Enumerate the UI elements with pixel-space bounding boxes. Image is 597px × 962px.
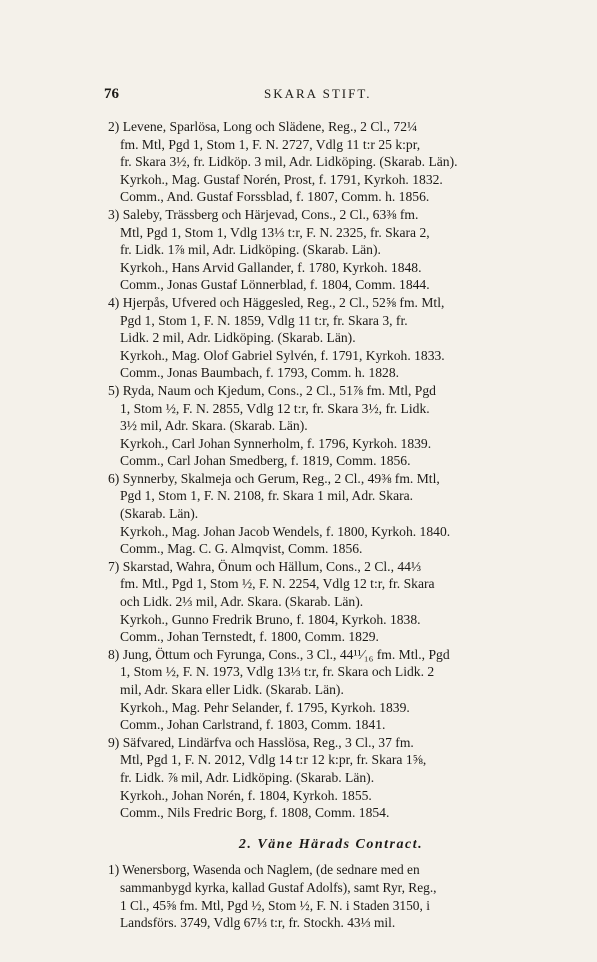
entry-line: 8) Jung, Öttum och Fyrunga, Cons., 3 Cl., 44¹¹⁄₁₆ fm. Mtl., Pgd bbox=[108, 646, 450, 662]
entry-line: Landsförs. 3749, Vdlg 67⅓ t:r, fr. Stockh. 43⅓ mil. bbox=[120, 915, 396, 931]
entry-line: 1) Wenersborg, Wasenda och Naglem, (de sednare med en bbox=[108, 862, 420, 878]
entry-line: Comm., Mag. C. G. Almqvist, Comm. 1856. bbox=[120, 541, 363, 557]
entry-line: Kyrkoh., Carl Johan Synnerholm, f. 1796, Kyrkoh. 1839. bbox=[120, 435, 432, 451]
parish-entry bbox=[108, 294, 554, 382]
parish-entry bbox=[108, 734, 554, 822]
entry-line: 3) Saleby, Trässberg och Härjevad, Cons., 2 Cl., 63⅜ fm. bbox=[108, 206, 419, 222]
parish-entry bbox=[108, 646, 554, 734]
entry-line: 3½ mil, Adr. Skara. (Skarab. Län). bbox=[120, 418, 308, 434]
entry-line: sammanbygd kyrka, kallad Gustaf Adolfs), samt Ryr, Reg., bbox=[120, 879, 437, 895]
entry-line: fm. Mtl., Pgd 1, Stom ½, F. N. 2254, Vdlg 12 t:r, fr. Skara bbox=[120, 576, 435, 592]
entry-line: och Lidk. 2⅓ mil, Adr. Skara. (Skarab. Län). bbox=[120, 594, 364, 610]
entry-line: Lidk. 2 mil, Adr. Lidköping. (Skarab. Län). bbox=[120, 330, 356, 346]
entry-line: 1, Stom ½, F. N. 1973, Vdlg 13⅓ t:r, fr. Skara och Lidk. 2 bbox=[120, 664, 435, 680]
entry-line: 4) Hjerpås, Ufvered och Häggesled, Reg., 2 Cl., 52⅝ fm. Mtl, bbox=[108, 294, 445, 310]
parish-entry bbox=[108, 470, 554, 558]
entry-line: Kyrkoh., Mag. Pehr Selander, f. 1795, Kyrkoh. 1839. bbox=[120, 699, 410, 715]
entry-line: 6) Synnerby, Skalmeja och Gerum, Reg., 2 Cl., 49⅜ fm. Mtl, bbox=[108, 470, 440, 486]
section-heading: 2. Väne Härads Contract. bbox=[238, 836, 424, 852]
entry-line: Kyrkoh., Hans Arvid Gallander, f. 1780, Kyrkoh. 1848. bbox=[120, 259, 422, 275]
entry-line: Comm., Carl Johan Smedberg, f. 1819, Comm. 1856. bbox=[120, 453, 411, 469]
entry-line: 1, Stom ½, F. N. 2855, Vdlg 12 t:r, fr. Skara 3½, fr. Lidk. bbox=[120, 400, 430, 416]
parish-entry bbox=[108, 206, 554, 294]
page-number: 76 bbox=[104, 86, 119, 102]
parish-entries bbox=[108, 118, 554, 822]
entry-line: Mtl, Pgd 1, F. N. 2012, Vdlg 14 t:r 12 k:pr, fr. Skara 1⅝, bbox=[120, 752, 427, 768]
page-header bbox=[104, 86, 537, 106]
entry-line: Kyrkoh., Mag. Gustaf Norén, Prost, f. 1791, Kyrkoh. 1832. bbox=[120, 171, 443, 187]
entry-line: fr. Lidk. ⅞ mil, Adr. Lidköping. (Skarab. Län). bbox=[120, 769, 375, 785]
entry-line: Comm., Jonas Baumbach, f. 1793, Comm. h. 1828. bbox=[120, 365, 400, 381]
entry-line: Kyrkoh., Mag. Olof Gabriel Sylvén, f. 1791, Kyrkoh. 1833. bbox=[120, 347, 445, 363]
entry-line: Kyrkoh., Mag. Johan Jacob Wendels, f. 1800, Kyrkoh. 1840. bbox=[120, 523, 451, 539]
entry-line: Kyrkoh., Gunno Fredrik Bruno, f. 1804, Kyrkoh. 1838. bbox=[120, 611, 421, 627]
page-content bbox=[108, 118, 554, 932]
entry-line: 2) Levene, Sparlösa, Long och Slädene, Reg., 2 Cl., 72¼ bbox=[108, 119, 418, 134]
entry-line: Pgd 1, Stom 1, F. N. 2108, fr. Skara 1 mil, Adr. Skara. bbox=[120, 488, 414, 504]
entry-line: 7) Skarstad, Wahra, Önum och Hällum, Cons., 2 Cl., 44⅓ bbox=[108, 558, 422, 574]
running-title: SKARA STIFT. bbox=[264, 86, 372, 101]
entry-line: 5) Ryda, Naum och Kjedum, Cons., 2 Cl., 51⅞ fm. Mtl, Pgd bbox=[108, 382, 436, 398]
entry-line: 1 Cl., 45⅝ fm. Mtl, Pgd ½, Stom ½, F. N. i Staden 3150, i bbox=[120, 897, 430, 913]
parish-entry bbox=[108, 861, 554, 931]
entry-line: Mtl, Pgd 1, Stom 1, Vdlg 13⅓ t:r, F. N. 2325, fr. Skara 2, bbox=[120, 224, 430, 240]
entry-line: Comm., Johan Ternstedt, f. 1800, Comm. 1829. bbox=[120, 629, 379, 645]
entry-line: fm. Mtl, Pgd 1, Stom 1, F. N. 2727, Vdlg 11 t:r 25 k:pr, bbox=[120, 136, 421, 152]
parish-entry bbox=[108, 382, 554, 470]
entry-line: Comm., Jonas Gustaf Lönnerblad, f. 1804, Comm. 1844. bbox=[120, 277, 430, 293]
entry-line: Kyrkoh., Johan Norén, f. 1804, Kyrkoh. 1855. bbox=[120, 787, 372, 803]
entry-line: Pgd 1, Stom 1, F. N. 1859, Vdlg 11 t:r, fr. Skara 3, fr. bbox=[120, 312, 408, 328]
entry-line: fr. Skara 3½, fr. Lidköp. 3 mil, Adr. Lidköping. (Skarab. Län). bbox=[120, 154, 458, 170]
entry-line: mil, Adr. Skara eller Lidk. (Skarab. Län). bbox=[120, 682, 344, 697]
entry-line: Comm., Johan Carlstrand, f. 1803, Comm. 1841. bbox=[120, 717, 386, 733]
entry-line: fr. Lidk. 1⅞ mil, Adr. Lidköping. (Skarab. Län). bbox=[120, 242, 381, 258]
entry-line: 9) Säfvared, Lindärfva och Hasslösa, Reg., 3 Cl., 37 fm. bbox=[108, 734, 414, 750]
entry-line: (Skarab. Län). bbox=[120, 506, 199, 522]
parish-entry bbox=[108, 118, 554, 206]
parish-entry bbox=[108, 558, 554, 646]
entry-line: Comm., Nils Fredric Borg, f. 1808, Comm. 1854. bbox=[120, 805, 390, 821]
entry-line: Comm., And. Gustaf Forssblad, f. 1807, Comm. h. 1856. bbox=[120, 189, 430, 205]
